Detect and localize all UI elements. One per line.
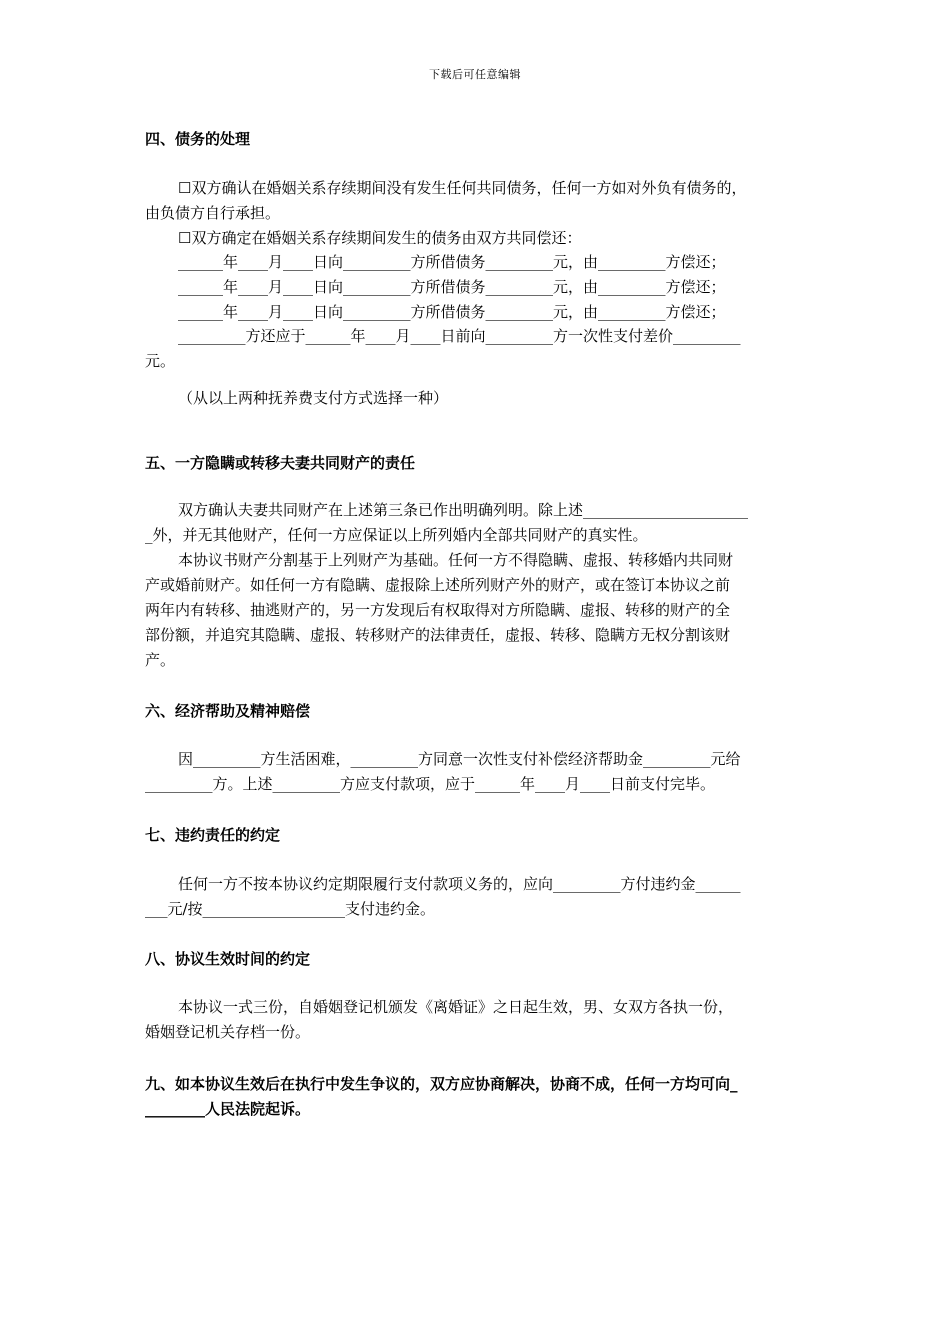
debt-option-1-line-1: ☐双方确认在婚姻关系存续期间没有发生任何共同债务，任何一方如对外负有债务的， bbox=[178, 179, 747, 197]
debt-note: （从以上两种抚养费支付方式选择一种） bbox=[178, 389, 449, 407]
debt-row-1: ______年____月____日向_________方所借债务_________元，由_________方偿还； bbox=[178, 253, 726, 271]
debt-row-2: ______年____月____日向_________方所借债务_________元，由_________方偿还； bbox=[178, 278, 726, 296]
s7-line-1: 任何一方不按本协议约定期限履行支付款项义务的，应向_________方付违约金______ bbox=[178, 875, 741, 893]
s5-p2-line-2: 产或婚前财产。如任何一方有隐瞒、虚报除上述所列财产外的财产，或在签订本协议之前 bbox=[145, 576, 731, 594]
s8-line-2: 婚姻登记机关存档一份。 bbox=[145, 1023, 311, 1041]
s7-line-2: ___元/按___________________支付违约金。 bbox=[145, 900, 436, 918]
page-header: 下载后可任意编辑 bbox=[429, 68, 521, 81]
s5-p1-line-1: 双方确认夫妻共同财产在上述第三条已作出明确列明。除上述______________________ bbox=[178, 501, 749, 519]
s5-p2-line-3: 两年内有转移、抽逃财产的，另一方发现后有权取得对方所隐瞒、虚报、转移的财产的全 bbox=[145, 601, 731, 619]
s6-line-2: _________方。上述_________方应支付款项，应于______年____月____日前支付完毕。 bbox=[145, 775, 716, 793]
debt-option-2: ☐双方确定在婚姻关系存续期间发生的债务由双方共同偿还： bbox=[178, 229, 582, 247]
section-7-title: 七、违约责任的约定 bbox=[145, 826, 281, 844]
debt-row-3: ______年____月____日向_________方所借债务_________元，由_________方偿还； bbox=[178, 303, 726, 321]
s8-line-1: 本协议一式三份，自婚姻登记机颁发《离婚证》之日起生效，男、女双方各执一份， bbox=[178, 998, 734, 1016]
debt-difference-line-1: _________方还应于______年____月____日前向_________方一次性支付差价_________ bbox=[178, 327, 741, 345]
s5-p2-line-1: 本协议书财产分割基于上列财产为基础。任何一方不得隐瞒、虚报、转移婚内共同财 bbox=[178, 551, 734, 569]
section-9-line-1: 九、如本协议生效后在执行中发生争议的，双方应协商解决，协商不成，任何一方均可向_ bbox=[145, 1075, 738, 1093]
section-4-title: 四、债务的处理 bbox=[145, 130, 251, 148]
section-5-title: 五、一方隐瞒或转移夫妻共同财产的责任 bbox=[145, 454, 416, 472]
s6-line-1: 因_________方生活困难，_________方同意一次性支付补偿经济帮助金_________元给 bbox=[178, 750, 741, 768]
s5-p2-line-4: 部份额，并追究其隐瞒、虚报、转移财产的法律责任，虚报、转移、隐瞒方无权分割该财 bbox=[145, 626, 731, 644]
section-6-title: 六、经济帮助及精神赔偿 bbox=[145, 702, 311, 720]
s5-p2-line-5: 产。 bbox=[145, 651, 176, 669]
s5-p1-line-2: _外，并无其他财产，任何一方应保证以上所列婚内全部共同财产的真实性。 bbox=[145, 526, 648, 544]
section-8-title: 八、协议生效时间的约定 bbox=[145, 950, 311, 968]
debt-difference-line-2: 元。 bbox=[145, 352, 176, 370]
debt-option-1-line-2: 由负债方自行承担。 bbox=[145, 204, 281, 222]
section-9-line-2: ________人民法院起诉。 bbox=[145, 1100, 311, 1118]
